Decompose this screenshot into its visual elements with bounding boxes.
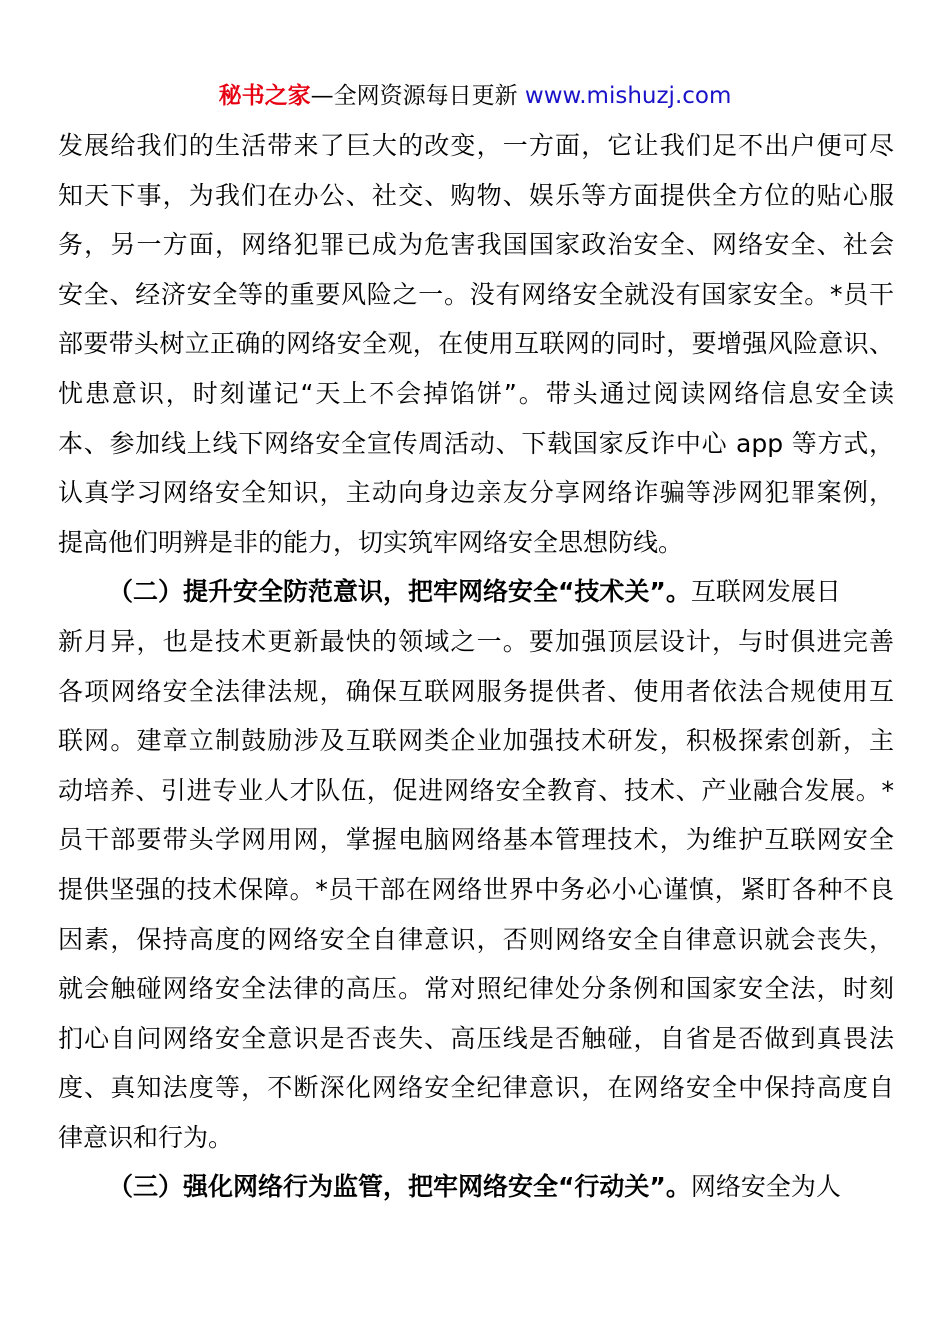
- text-line: 律意识和行为。: [58, 1122, 234, 1152]
- section-heading: （二）提升安全防范意识，把牢网络安全“技术关”。: [108, 577, 691, 607]
- text-line: 安全、经济安全等的重要风险之一。没有网络安全就没有国家安全。*员干: [58, 279, 894, 309]
- text-line: 扪心自问网络安全意识是否丧失、高压线是否触碰，自省是否做到真畏法: [58, 1023, 894, 1053]
- text-line: 度、真知法度等，不断深化网络安全纪律意识，在网络安全中保持高度自: [58, 1073, 894, 1103]
- site-tagline: —全网资源每日更新: [310, 83, 518, 109]
- site-brand: 秘书之家: [218, 83, 311, 109]
- text-line: 知天下事，为我们在办公、社交、购物、娱乐等方面提供全方位的贴心服: [58, 180, 894, 210]
- text-line: 提高他们明辨是非的能力，切实筑牢网络安全思想防线。: [58, 527, 684, 557]
- text-line: 因素，保持高度的网络安全自律意识，否则网络安全自律意识就会丧失，: [58, 924, 894, 954]
- section-text: 互联网发展日: [690, 577, 841, 607]
- page-header: [0, 80, 950, 112]
- section-heading: （三）强化网络行为监管，把牢网络安全“行动关”。: [108, 1172, 691, 1202]
- text-line: 本、参加线上线下网络安全宣传周活动、下载国家反诈中心 app 等方式，: [58, 428, 894, 458]
- text-line: 提供坚强的技术保障。*员干部在网络世界中务必小心谨慎，紧盯各种不良: [58, 874, 894, 904]
- text-line: 忧患意识，时刻谨记“天上不会掉馅饼”。带头通过阅读网络信息安全读: [58, 378, 894, 408]
- site-url-link[interactable]: www.mishuzj.com: [524, 83, 732, 109]
- text-line: 联网。建章立制鼓励涉及互联网类企业加强技术研发，积极探索创新，主: [58, 726, 894, 756]
- section-heading-line: [58, 567, 894, 617]
- text-line: 认真学习网络安全知识，主动向身边亲友分享网络诈骗等涉网犯罪案例，: [58, 478, 894, 508]
- text-line: 各项网络安全法律法规，确保互联网服务提供者、使用者依法合规使用互: [58, 676, 894, 706]
- text-line: 部要带头树立正确的网络安全观，在使用互联网的同时，要增强风险意识、: [58, 329, 894, 359]
- document-body: [58, 121, 894, 1212]
- text-line: 发展给我们的生活带来了巨大的改变，一方面，它让我们足不出户便可尽: [58, 131, 894, 160]
- text-line: 新月异，也是技术更新最快的领域之一。要加强顶层设计，与时俱进完善: [58, 626, 894, 656]
- text-line: 动培养、引进专业人才队伍，促进网络安全教育、技术、产业融合发展。*: [58, 775, 894, 805]
- section-heading-line: [58, 1162, 894, 1212]
- text-line: 员干部要带头学网用网，掌握电脑网络基本管理技术，为维护互联网安全: [58, 825, 894, 855]
- section-text: 网络安全为人: [690, 1172, 841, 1202]
- text-line: 务，另一方面，网络犯罪已成为危害我国国家政治安全、网络安全、社会: [58, 230, 894, 260]
- text-line: 就会触碰网络安全法律的高压。常对照纪律处分条例和国家安全法，时刻: [58, 974, 894, 1004]
